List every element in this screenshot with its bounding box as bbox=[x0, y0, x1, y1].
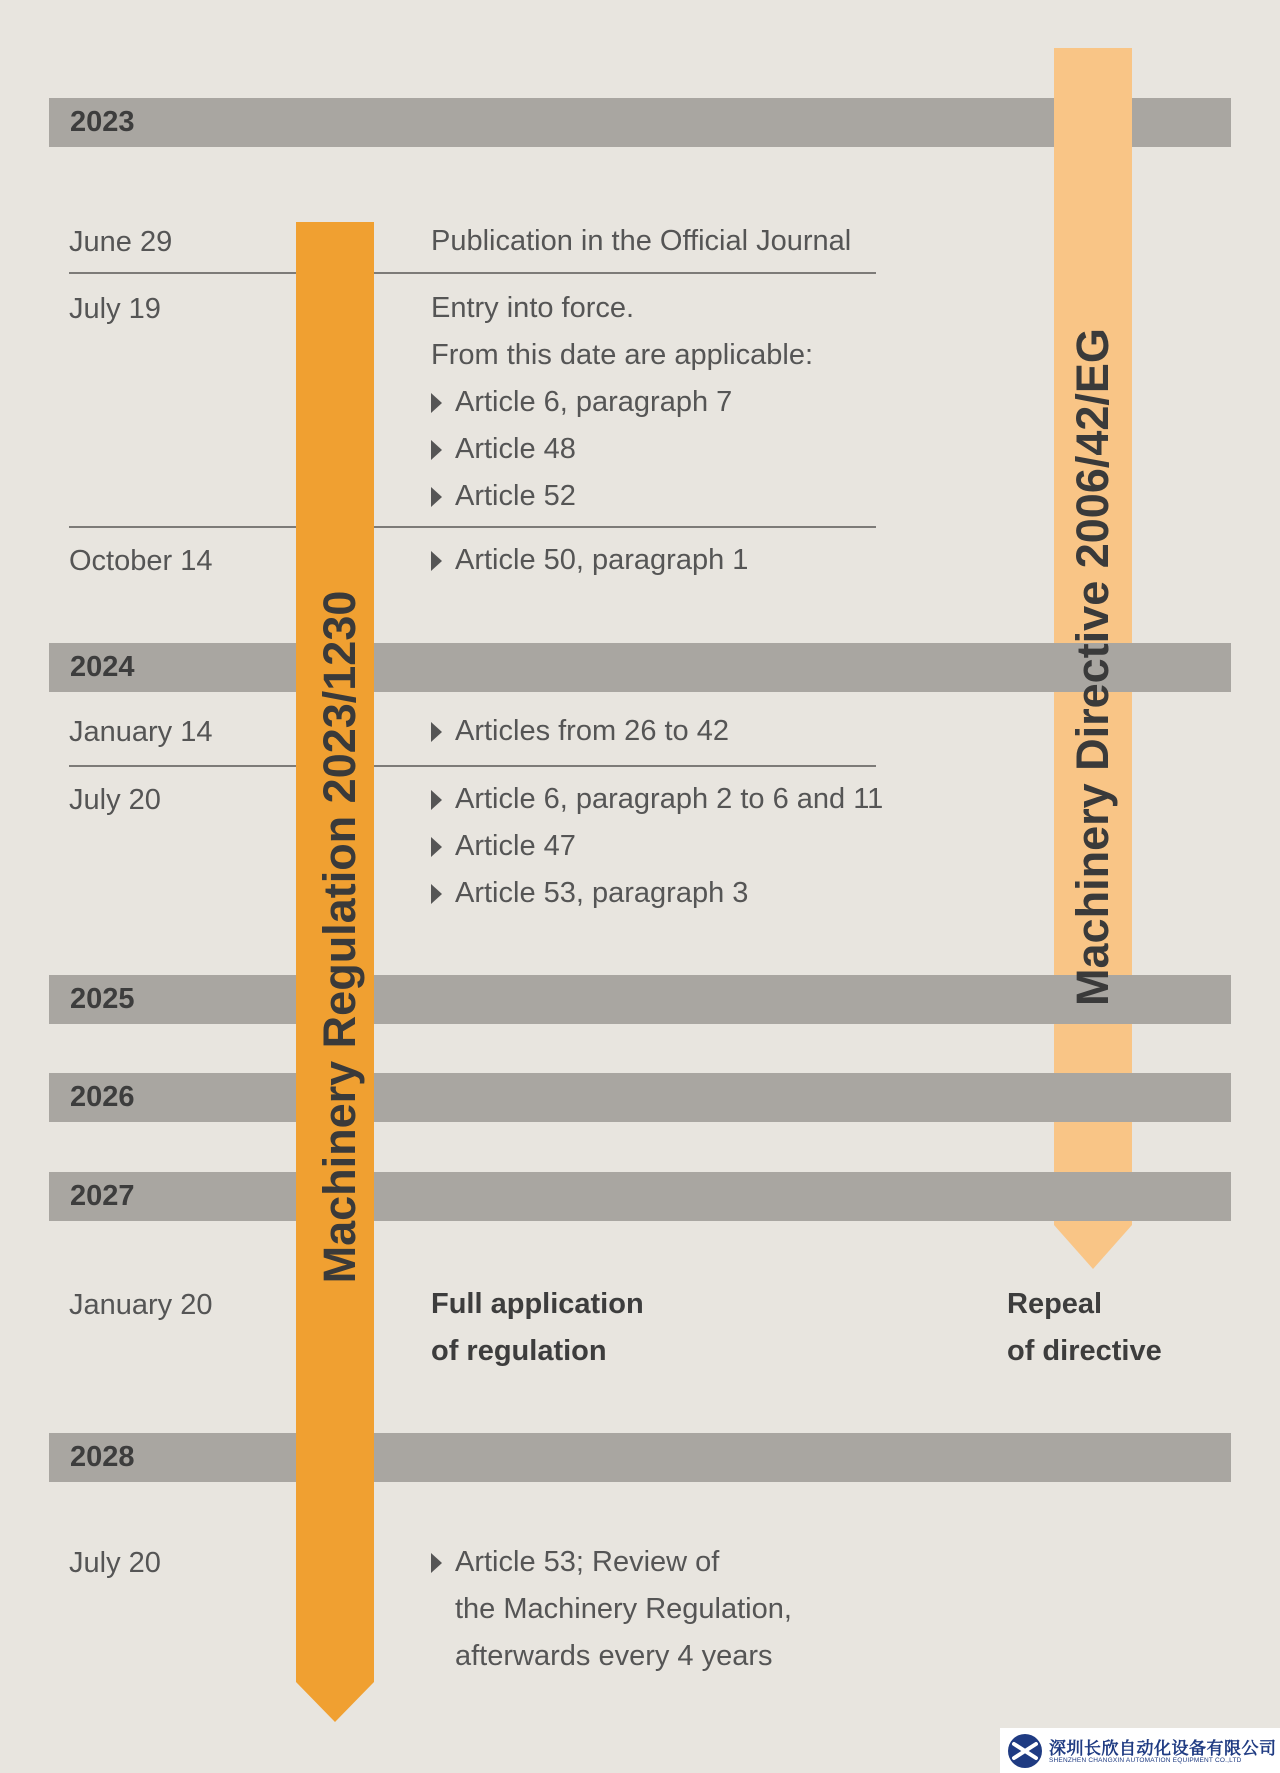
divider bbox=[374, 272, 876, 274]
company-logo-icon bbox=[1006, 1732, 1044, 1770]
event-line: Repeal bbox=[1007, 1288, 1103, 1320]
divider bbox=[69, 765, 296, 767]
divider bbox=[374, 526, 876, 528]
entry-event bbox=[431, 1281, 644, 1375]
repeal-event bbox=[1007, 1281, 1162, 1375]
triangle-bullet-icon bbox=[431, 440, 442, 460]
year-label: 2027 bbox=[70, 1180, 135, 1212]
year-bar-2026 bbox=[49, 1073, 1231, 1122]
triangle-bullet-icon bbox=[431, 487, 442, 507]
triangle-bullet-icon bbox=[431, 393, 442, 413]
event-line: Entry into force. bbox=[431, 292, 635, 324]
entry-event bbox=[431, 285, 813, 520]
watermark-cn: 深圳长欣自动化设备有限公司 bbox=[1049, 1739, 1277, 1758]
event-line: Publication in the Official Journal bbox=[431, 225, 852, 257]
entry-date: July 20 bbox=[69, 784, 161, 816]
year-label: 2024 bbox=[70, 651, 135, 683]
triangle-bullet-icon bbox=[431, 722, 442, 742]
year-bar-2028 bbox=[49, 1433, 1231, 1482]
bullet-item: Article 6, paragraph 7 bbox=[431, 379, 813, 426]
bullet-item: Article 53, paragraph 3 bbox=[431, 870, 883, 917]
divider bbox=[69, 272, 296, 274]
triangle-bullet-icon bbox=[431, 884, 442, 904]
divider bbox=[374, 765, 876, 767]
entry-event bbox=[431, 776, 883, 917]
event-line: of regulation bbox=[431, 1335, 607, 1367]
directive-arrow-overlay bbox=[1054, 48, 1132, 147]
triangle-bullet-icon bbox=[431, 551, 442, 571]
entry-date: January 14 bbox=[69, 716, 213, 748]
event-line: afterwards every 4 years bbox=[455, 1640, 773, 1672]
event-line: the Machinery Regulation, bbox=[455, 1593, 792, 1625]
entry-date: January 20 bbox=[69, 1289, 213, 1321]
entry-event bbox=[431, 537, 748, 584]
year-label: 2028 bbox=[70, 1441, 135, 1473]
triangle-bullet-icon bbox=[431, 1553, 442, 1573]
entry-event bbox=[431, 708, 729, 755]
entry-event bbox=[431, 218, 851, 265]
entry-date: July 19 bbox=[69, 293, 161, 325]
bullet-item: Article 50, paragraph 1 bbox=[431, 537, 748, 584]
event-line: Full application bbox=[431, 1288, 644, 1320]
year-bar-2025 bbox=[49, 975, 1231, 1024]
year-bar-2024 bbox=[49, 643, 1231, 692]
entry-date: June 29 bbox=[69, 226, 173, 258]
watermark bbox=[1000, 1728, 1280, 1773]
regulation-label: Machinery Regulation 2023/1230 bbox=[314, 590, 365, 1284]
entry-event bbox=[431, 1539, 792, 1680]
bullet-item: Article 6, paragraph 2 to 6 and 11 bbox=[431, 776, 883, 823]
bullet-item: Article 53; Review of bbox=[431, 1539, 792, 1586]
triangle-bullet-icon bbox=[431, 837, 442, 857]
watermark-en: SHENZHEN CHANGXIN AUTOMATION EQUIPMENT CO.,LTD bbox=[1049, 1757, 1242, 1764]
divider bbox=[69, 526, 296, 528]
directive-label: Machinery Directive 2006/42/EG bbox=[1067, 328, 1118, 1006]
year-label: 2026 bbox=[70, 1081, 135, 1113]
bullet-item: Articles from 26 to 42 bbox=[431, 708, 729, 755]
year-label: 2025 bbox=[70, 983, 135, 1015]
bullet-item: Article 48 bbox=[431, 426, 813, 473]
triangle-bullet-icon bbox=[431, 790, 442, 810]
event-line: From this date are applicable: bbox=[431, 339, 814, 371]
bullet-item: Article 52 bbox=[431, 473, 813, 520]
entry-date: October 14 bbox=[69, 545, 213, 577]
bullet-item: Article 47 bbox=[431, 823, 883, 870]
year-bar-2027 bbox=[49, 1172, 1231, 1221]
entry-date: July 20 bbox=[69, 1547, 161, 1579]
event-line: of directive bbox=[1007, 1335, 1162, 1367]
year-label: 2023 bbox=[70, 106, 135, 138]
